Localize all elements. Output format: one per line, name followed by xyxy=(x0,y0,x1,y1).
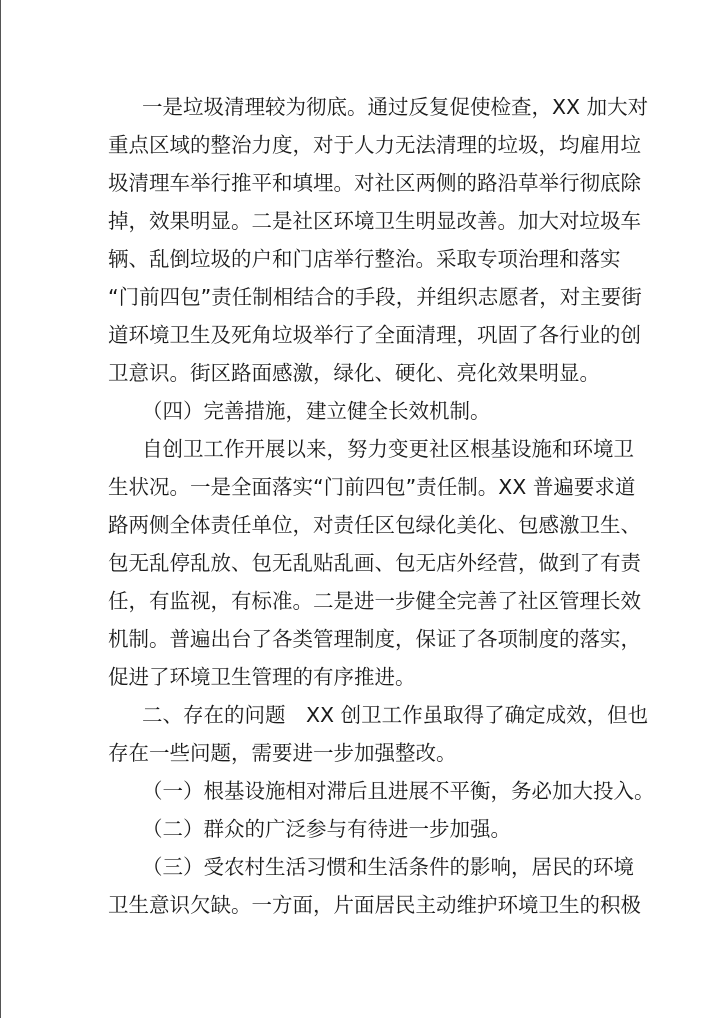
section-heading: 二、存在的问题 XX 创卫工作虽取得了确定成效，但也 xyxy=(142,703,649,727)
paragraph-line: 存在一些问题，需要进一步加强整改。 xyxy=(108,741,457,765)
paragraph-line: “门前四包”责任制相结合的手段，并组织志愿者，对主要街 xyxy=(108,285,642,309)
list-item: （三）受农村生活习惯和生活条件的影响，居民的环境 xyxy=(142,855,634,879)
paragraph-line: 圾清理车举行推平和填埋。对社区两侧的路沿草举行彻底除 xyxy=(108,171,641,195)
document-body xyxy=(108,88,655,924)
page-left-border xyxy=(0,0,1,1018)
section-heading: （四）完善措施，建立健全长效机制。 xyxy=(142,399,491,423)
paragraph-line: 卫生意识欠缺。一方面，片面居民主动维护环境卫生的积极 xyxy=(108,893,641,917)
paragraph-line: 重点区域的整治力度，对于人力无法清理的垃圾，均雇用垃 xyxy=(108,133,641,157)
paragraph-line: 卫意识。街区路面感激，绿化、硬化、亮化效果明显。 xyxy=(108,361,600,385)
paragraph-line: 自创卫工作开展以来，努力变更社区根基设施和环境卫 xyxy=(142,437,634,461)
paragraph-line: 掉，效果明显。二是社区环境卫生明显改善。加大对垃圾车 xyxy=(108,209,641,233)
list-item: （二）群众的广泛参与有待进一步加强。 xyxy=(142,817,511,841)
paragraph-line: 生状况。一是全面落实“门前四包”责任制。XX 普遍要求道 xyxy=(108,475,636,499)
paragraph-line: 机制。普遍出台了各类管理制度，保证了各项制度的落实， xyxy=(108,627,641,651)
paragraph-line: 辆、乱倒垃圾的户和门店举行整治。采取专项治理和落实 xyxy=(108,247,621,271)
paragraph-line: 包无乱停乱放、包无乱贴乱画、包无店外经营，做到了有责 xyxy=(108,551,641,575)
paragraph-line: 道环境卫生及死角垃圾举行了全面清理，巩固了各行业的创 xyxy=(108,323,641,347)
paragraph-line: 路两侧全体责任单位，对责任区包绿化美化、包感激卫生、 xyxy=(108,513,641,537)
paragraph-line: 一是垃圾清理较为彻底。通过反复促使检查，XX 加大对 xyxy=(142,95,649,119)
paragraph-line: 促进了环境卫生管理的有序推进。 xyxy=(108,665,416,689)
paragraph-line: 任，有监视，有标准。二是进一步健全完善了社区管理长效 xyxy=(108,589,641,613)
list-item: （一）根基设施相对滞后且进展不平衡，务必加大投入。 xyxy=(142,779,655,803)
